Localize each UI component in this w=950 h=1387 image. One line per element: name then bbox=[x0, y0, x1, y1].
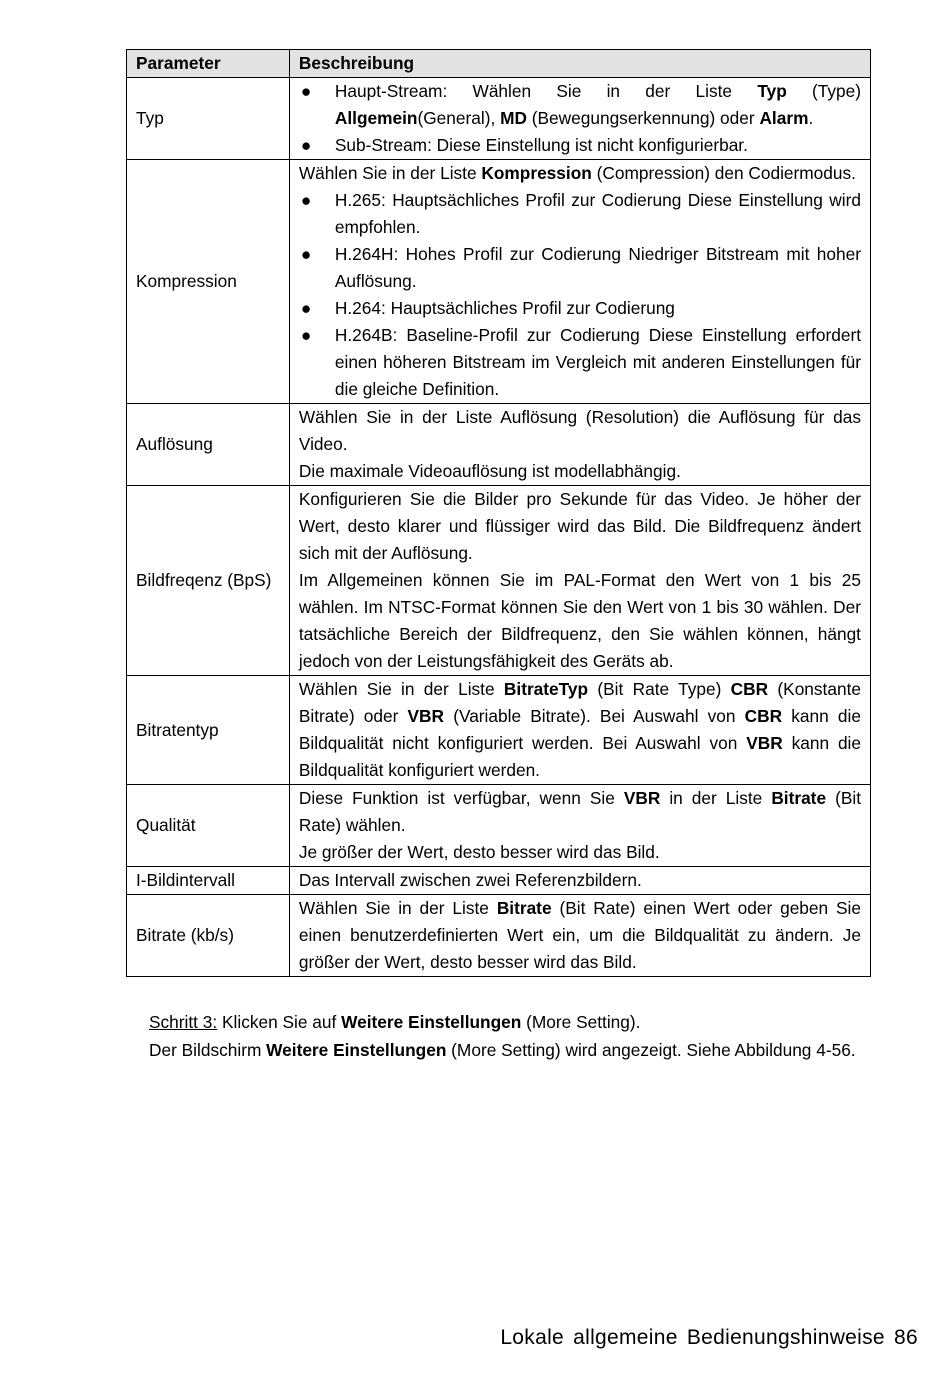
table-row bbox=[127, 78, 871, 160]
header-description: Beschreibung bbox=[289, 50, 870, 78]
description-paragraph bbox=[299, 895, 861, 976]
list-item bbox=[299, 132, 861, 159]
bold-term: Alarm bbox=[759, 108, 809, 128]
list-item bbox=[299, 187, 861, 241]
text-run: Konfigurieren Sie die Bilder pro Sekunde für das Video. Je höher der Wert, desto klarer und flüssiger wird das Bild. Die Bildfrequenz ändert sich mit der Auflösung. bbox=[298, 489, 861, 563]
text-run: (Bewegungserkennung) oder bbox=[526, 108, 760, 128]
description-paragraph bbox=[299, 458, 861, 485]
description-cell bbox=[289, 78, 870, 160]
description-paragraph bbox=[299, 839, 861, 866]
page-footer bbox=[500, 1326, 918, 1350]
parameter-cell: Bitratentyp bbox=[127, 676, 290, 785]
text-run: Diese Funktion ist verfügbar, wenn Sie bbox=[298, 788, 624, 808]
table-row bbox=[127, 486, 871, 676]
bold-term: BitrateTyp bbox=[503, 679, 589, 699]
text-run: (Bit Rate) einen Wert oder geben Sie einen benutzerdefinierten Wert ein, um die Bildqualität zu ändern. Je größer der Wert, desto besser wird das Bild. bbox=[298, 898, 862, 972]
description-paragraph bbox=[299, 785, 861, 839]
table-row bbox=[127, 785, 871, 867]
description-paragraph bbox=[299, 404, 861, 458]
text-run: (More Setting). bbox=[521, 1012, 641, 1032]
text-run: (Bit Rate) wählen. bbox=[298, 788, 861, 835]
bold-term: Weitere Einstellungen bbox=[341, 1012, 522, 1032]
footer-section-title: Lokale allgemeine Bedienungshinweise bbox=[500, 1326, 885, 1349]
text-run: (More Setting) wird angezeigt. Siehe Abbildung 4-56. bbox=[446, 1040, 856, 1060]
bold-term: VBR bbox=[407, 706, 445, 726]
bullet-icon: ● bbox=[300, 190, 312, 210]
table-row bbox=[127, 404, 871, 486]
text-run: Im Allgemeinen können Sie im PAL-Format den Wert von 1 bis 25 wählen. Im NTSC-Format können Sie den Wert von 1 bis 30 wählen. Der tatsächliche Bereich der Bildfrequenz, den Sie wählen können, hängt jedoch von der Leistungsfähigkeit des Geräts ab. bbox=[298, 570, 861, 671]
text-run: Die maximale Videoauflösung ist modellabhängig. bbox=[298, 461, 681, 481]
parameter-cell: Kompression bbox=[127, 160, 290, 404]
bold-term: Kompression bbox=[481, 163, 592, 183]
bullet-icon: ● bbox=[300, 244, 312, 264]
bullet-icon: ● bbox=[300, 325, 312, 345]
parameter-cell: Qualität bbox=[127, 785, 290, 867]
text-run: kann die Bildqualität nicht konfiguriert werden. Bei Auswahl von bbox=[298, 706, 861, 753]
text-run: (Konstante Bitrate) oder bbox=[298, 679, 861, 726]
parameter-cell: I-Bildintervall bbox=[127, 867, 290, 895]
text-run: (General), bbox=[417, 108, 501, 128]
text-run: . bbox=[808, 108, 814, 128]
description-cell bbox=[289, 486, 870, 676]
bold-term: MD bbox=[500, 108, 527, 128]
header-parameter: Parameter bbox=[127, 50, 290, 78]
description-paragraph bbox=[299, 676, 861, 784]
text-run: (Bit Rate Type) bbox=[588, 679, 731, 699]
text-run: Wählen Sie in der Liste bbox=[298, 898, 497, 918]
text-run: Sub-Stream: Diese Einstellung ist nicht konfigurierbar. bbox=[334, 135, 748, 155]
text-run: Je größer der Wert, desto besser wird das Bild. bbox=[298, 842, 660, 862]
parameter-cell: Typ bbox=[127, 78, 290, 160]
text-run: Wählen Sie in der Liste bbox=[298, 163, 482, 183]
description-cell bbox=[289, 676, 870, 785]
step-3-instruction bbox=[149, 1009, 640, 1036]
description-paragraph bbox=[299, 567, 861, 675]
description-paragraph bbox=[299, 867, 861, 894]
description-paragraph bbox=[299, 486, 861, 567]
description-cell bbox=[289, 785, 870, 867]
table-header-row bbox=[127, 50, 871, 78]
result-sentence bbox=[149, 1037, 856, 1064]
text-run: Der Bildschirm bbox=[149, 1040, 267, 1060]
bullet-list bbox=[299, 78, 861, 159]
description-cell bbox=[289, 404, 870, 486]
bullet-list bbox=[299, 187, 861, 403]
bullet-icon: ● bbox=[300, 135, 312, 155]
step-label: Schritt 3: bbox=[149, 1012, 218, 1032]
bold-term: Weitere Einstellungen bbox=[266, 1040, 447, 1060]
bold-term: Typ bbox=[757, 81, 787, 101]
text-run: (Variable Bitrate). Bei Auswahl von bbox=[444, 706, 745, 726]
bullet-icon: ● bbox=[300, 81, 312, 101]
description-cell bbox=[289, 895, 870, 977]
text-run: Das Intervall zwischen zwei Referenzbildern. bbox=[298, 870, 642, 890]
table-row bbox=[127, 867, 871, 895]
page-number: 86 bbox=[894, 1326, 918, 1349]
list-item bbox=[299, 295, 861, 322]
table-row bbox=[127, 895, 871, 977]
parameter-cell: Auflösung bbox=[127, 404, 290, 486]
text-run: Haupt-Stream: Wählen Sie in der Liste bbox=[334, 81, 758, 101]
table-row bbox=[127, 676, 871, 785]
list-item bbox=[299, 241, 861, 295]
text-run: H.264: Hauptsächliches Profil zur Codierung bbox=[334, 298, 675, 318]
table-body bbox=[127, 78, 871, 977]
text-run: Klicken Sie auf bbox=[217, 1012, 342, 1032]
bullet-icon: ● bbox=[300, 298, 312, 318]
text-run: H.265: Hauptsächliches Profil zur Codierung Diese Einstellung wird empfohlen. bbox=[334, 190, 861, 237]
bold-term: Allgemein bbox=[334, 108, 418, 128]
parameter-cell: Bitrate (kb/s) bbox=[127, 895, 290, 977]
text-run: H.264H: Hohes Profil zur Codierung Niedriger Bitstream mit hoher Auflösung. bbox=[334, 244, 861, 291]
text-run: (Compression) den Codiermodus. bbox=[591, 163, 856, 183]
description-cell bbox=[289, 867, 870, 895]
bold-term: CBR bbox=[744, 706, 783, 726]
list-item bbox=[299, 78, 861, 132]
table-row bbox=[127, 160, 871, 404]
text-run: Wählen Sie in der Liste bbox=[298, 679, 504, 699]
parameter-cell: Bildfreqenz (BpS) bbox=[127, 486, 290, 676]
step-text bbox=[217, 1012, 640, 1032]
text-run: (Type) bbox=[786, 81, 861, 101]
text-run: Wählen Sie in der Liste Auflösung (Resolution) die Auflösung für das Video. bbox=[298, 407, 861, 454]
text-run: H.264B: Baseline-Profil zur Codierung Diese Einstellung erfordert einen höheren Bitstream im Vergleich mit anderen Einstellungen für die gleiche Definition. bbox=[334, 325, 861, 399]
text-run: in der Liste bbox=[660, 788, 772, 808]
bold-term: VBR bbox=[623, 788, 661, 808]
list-item bbox=[299, 322, 861, 403]
description-cell bbox=[289, 160, 870, 404]
parameter-table bbox=[126, 49, 871, 977]
bold-term: CBR bbox=[730, 679, 769, 699]
bold-term: Bitrate bbox=[771, 788, 827, 808]
description-intro bbox=[299, 160, 861, 187]
result-text bbox=[149, 1040, 856, 1060]
text-run: kann die Bildqualität konfiguriert werden. bbox=[298, 733, 862, 780]
bold-term: Bitrate bbox=[496, 898, 552, 918]
bold-term: VBR bbox=[746, 733, 783, 753]
